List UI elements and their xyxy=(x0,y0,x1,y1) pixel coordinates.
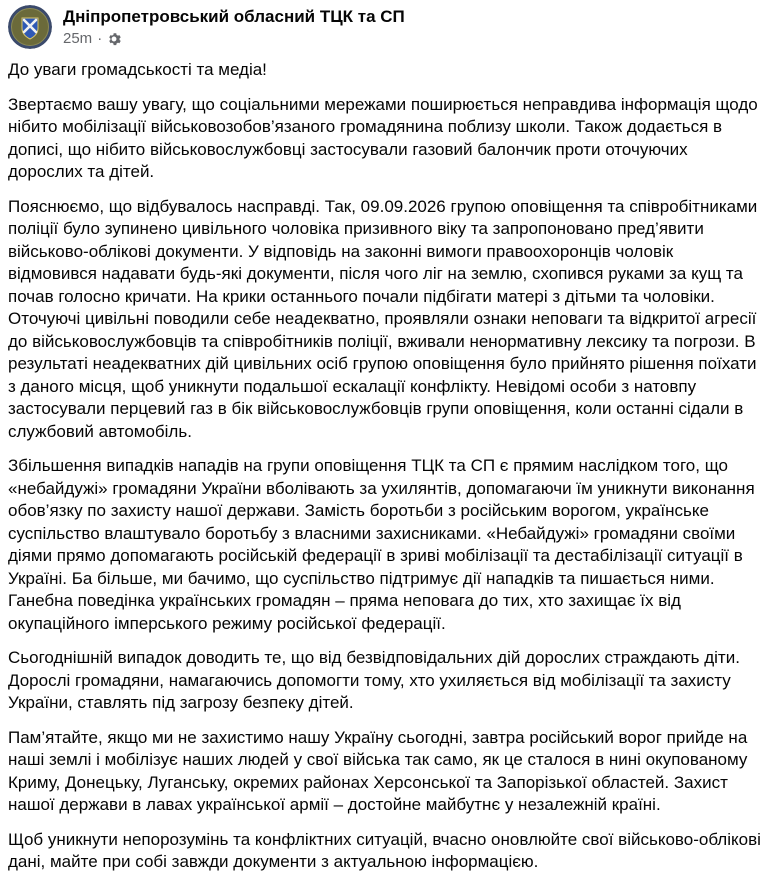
page-avatar[interactable] xyxy=(8,5,52,49)
post-paragraph: Збільшення випадків нападів на групи оповіщення ТЦК та СП є прямим наслідком того, що «небайдужі» громадяни України вболівають за ухилянтів, допомагаючи їм уникнути виконання обов’язку по захисту нашої держави. Замість боротьби з російським ворогом, українське суспільство влаштувало боротьбу з власними захисниками. «Небайдужі» громадяни своїми діями прямо допомагають російській федерації в зриві мобілізації та дестабілізації ситуації в Україні. Ба більше, ми бачимо, що суспільство підтримує дії нападків та пишається ними. Ганебна поведінка українських громадян – пряма неповага до тих, хто захищає їх від окупаційного імперського режиму російської федерації. xyxy=(8,456,755,633)
post-paragraph: Пояснюємо, що відбувалось насправді. Так, 09.09.2026 групою оповіщення та співробітниками поліції було зупинено цивільного чоловіка призивного віку та запропоновано пред’явити військово-облікові документи. У відповідь на законні вимоги правоохоронців чоловік відмовився надавати будь-які документи, після чого ліг на землю, схопився руками за кущ та почав голосно кричати. На крики останнього почали підбігати матері з дітьми та чоловіки. Оточуючі цивільні поводили себе неадекватно, проявляли ознаки неповаги та відкритої агресії до військовослужбовців та співробітників поліції, вживали ненормативну лексику та погрози. В результаті неадекватних дій цивільних осіб групою оповіщення було прийнято рішення поїхати з даного місця, щоб уникнути подальшої ескалації конфлікту. Невідомі особи з натовпу застосували перцевий газ в бік військовослужбовців групи оповіщення, коли останні сідали в службовий автомобіль. xyxy=(8,196,758,441)
post-paragraph: Звертаємо вашу увагу, що соціальними мережами поширюється неправдива інформація щодо нібито мобілізації військовозобов’язаного громадянина поблизу школи. Також додається в дописі, що нібито військовослужбовці застосували газовий балончик проти оточуючих дорослих та дітей. xyxy=(8,94,758,181)
post-paragraph: Сьогоднішній випадок доводить те, що від безвідповідальних дій дорослих страждають діти. Дорослі громадяни, намагаючись допомогти тому, хто ухиляється від мобілізації та захисту України, ставлять під загрозу безпеку дітей. xyxy=(8,648,740,712)
post-header xyxy=(8,0,762,53)
post-meta xyxy=(63,30,405,48)
post-timestamp[interactable]: 25m xyxy=(63,29,93,47)
post-paragraph: Пам’ятайте, якщо ми не захистимо нашу Україну сьогодні, завтра російський ворог прийде на наші землі і мобілізує наших людей у свої війська так само, як це сталося в нині окупованому Криму, Донецьку, Луганську, окремих районах Херсонської та Запорізької областей. Захист нашої держави в лавах української армії – достойне майбутнє у незалежній країні. xyxy=(8,727,748,814)
gear-icon[interactable] xyxy=(107,32,121,46)
emblem-icon xyxy=(8,5,52,49)
meta-separator: · xyxy=(97,29,103,47)
post-body xyxy=(8,59,762,874)
post-paragraph: До уваги громадськості та медіа! xyxy=(8,60,267,79)
page-name-link[interactable]: Дніпропетровський обласний ТЦК та СП xyxy=(63,6,405,26)
post-paragraph: Щоб уникнути непорозумінь та конфліктних ситуацій, вчасно оновлюйте свої військово-облікові дані, майте при собі завжди документи з актуальною інформацією. xyxy=(8,829,761,871)
header-text xyxy=(63,7,405,48)
